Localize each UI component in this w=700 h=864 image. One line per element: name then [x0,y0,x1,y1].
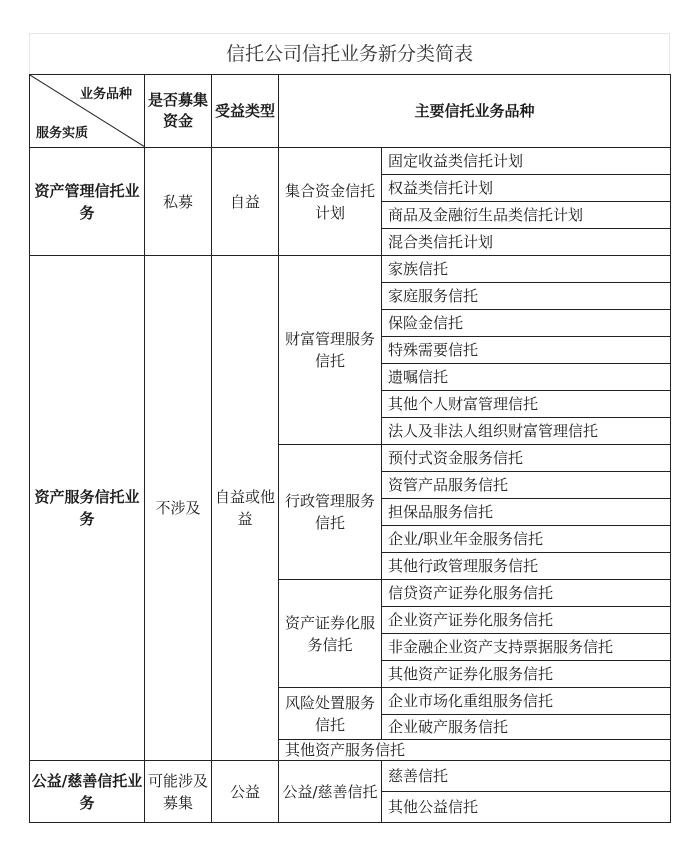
subcategory-administration: 行政管理服务信托 [279,445,382,580]
raised-charity: 可能涉及募集 [145,761,212,823]
subcategory-collective-fund: 集合资金信托计划 [279,148,382,256]
list-item: 企业破产服务信托 [382,715,671,740]
raised-asset-service: 不涉及 [145,256,212,761]
header-raised-funds: 是否募集资金 [145,75,212,148]
table-row [30,148,671,175]
list-item: 其他个人财富管理信托 [382,391,671,418]
header-service-nature: 服务实质 [36,126,89,141]
raised-asset-management: 私募 [145,148,212,256]
list-item: 非金融企业资产支持票据服务信托 [382,634,671,661]
header-business-type: 业务品种 [79,87,132,102]
subcategory-wealth-management: 财富管理服务信托 [279,256,382,445]
list-item: 法人及非法人组织财富管理信托 [382,418,671,445]
benefit-asset-service: 自益或他益 [212,256,279,761]
list-item: 预付式资金服务信托 [382,445,671,472]
other-asset-service: 其他资产服务信托 [279,740,671,761]
subcategory-risk-disposal: 风险处置服务信托 [279,688,382,740]
subcategory-charity: 公益/慈善信托 [279,761,382,823]
list-item: 其他公益信托 [382,792,671,823]
list-item: 其他行政管理服务信托 [382,553,671,580]
benefit-asset-management: 自益 [212,148,279,256]
header-row [30,75,671,148]
list-item: 企业市场化重组服务信托 [382,688,671,715]
list-item: 混合类信托计划 [382,229,671,256]
benefit-charity: 公益 [212,761,279,823]
table-row [30,256,671,283]
list-item: 企业资产证券化服务信托 [382,607,671,634]
list-item: 担保品服务信托 [382,499,671,526]
list-item: 家庭服务信托 [382,283,671,310]
table-row [30,761,671,792]
header-benefit-type: 受益类型 [212,75,279,148]
list-item: 家族信托 [382,256,671,283]
list-item: 企业/职业年金服务信托 [382,526,671,553]
category-charity: 公益/慈善信托业务 [30,761,145,823]
list-item: 慈善信托 [382,761,671,792]
list-item: 保险金信托 [382,310,671,337]
list-item: 资管产品服务信托 [382,472,671,499]
category-asset-service: 资产服务信托业务 [30,256,145,761]
classification-table-container [29,33,670,823]
table-title: 信托公司信托业务新分类简表 [29,33,670,74]
header-main-types: 主要信托业务品种 [279,75,671,148]
list-item: 固定收益类信托计划 [382,148,671,175]
trust-classification-table [29,74,671,823]
subcategory-securitization: 资产证券化服务信托 [279,580,382,688]
list-item: 权益类信托计划 [382,175,671,202]
list-item: 遗嘱信托 [382,364,671,391]
list-item: 特殊需要信托 [382,337,671,364]
list-item: 信贷资产证券化服务信托 [382,580,671,607]
list-item: 其他资产证券化服务信托 [382,661,671,688]
list-item: 商品及金融衍生品类信托计划 [382,202,671,229]
diagonal-header-cell [30,75,145,148]
category-asset-management: 资产管理信托业务 [30,148,145,256]
